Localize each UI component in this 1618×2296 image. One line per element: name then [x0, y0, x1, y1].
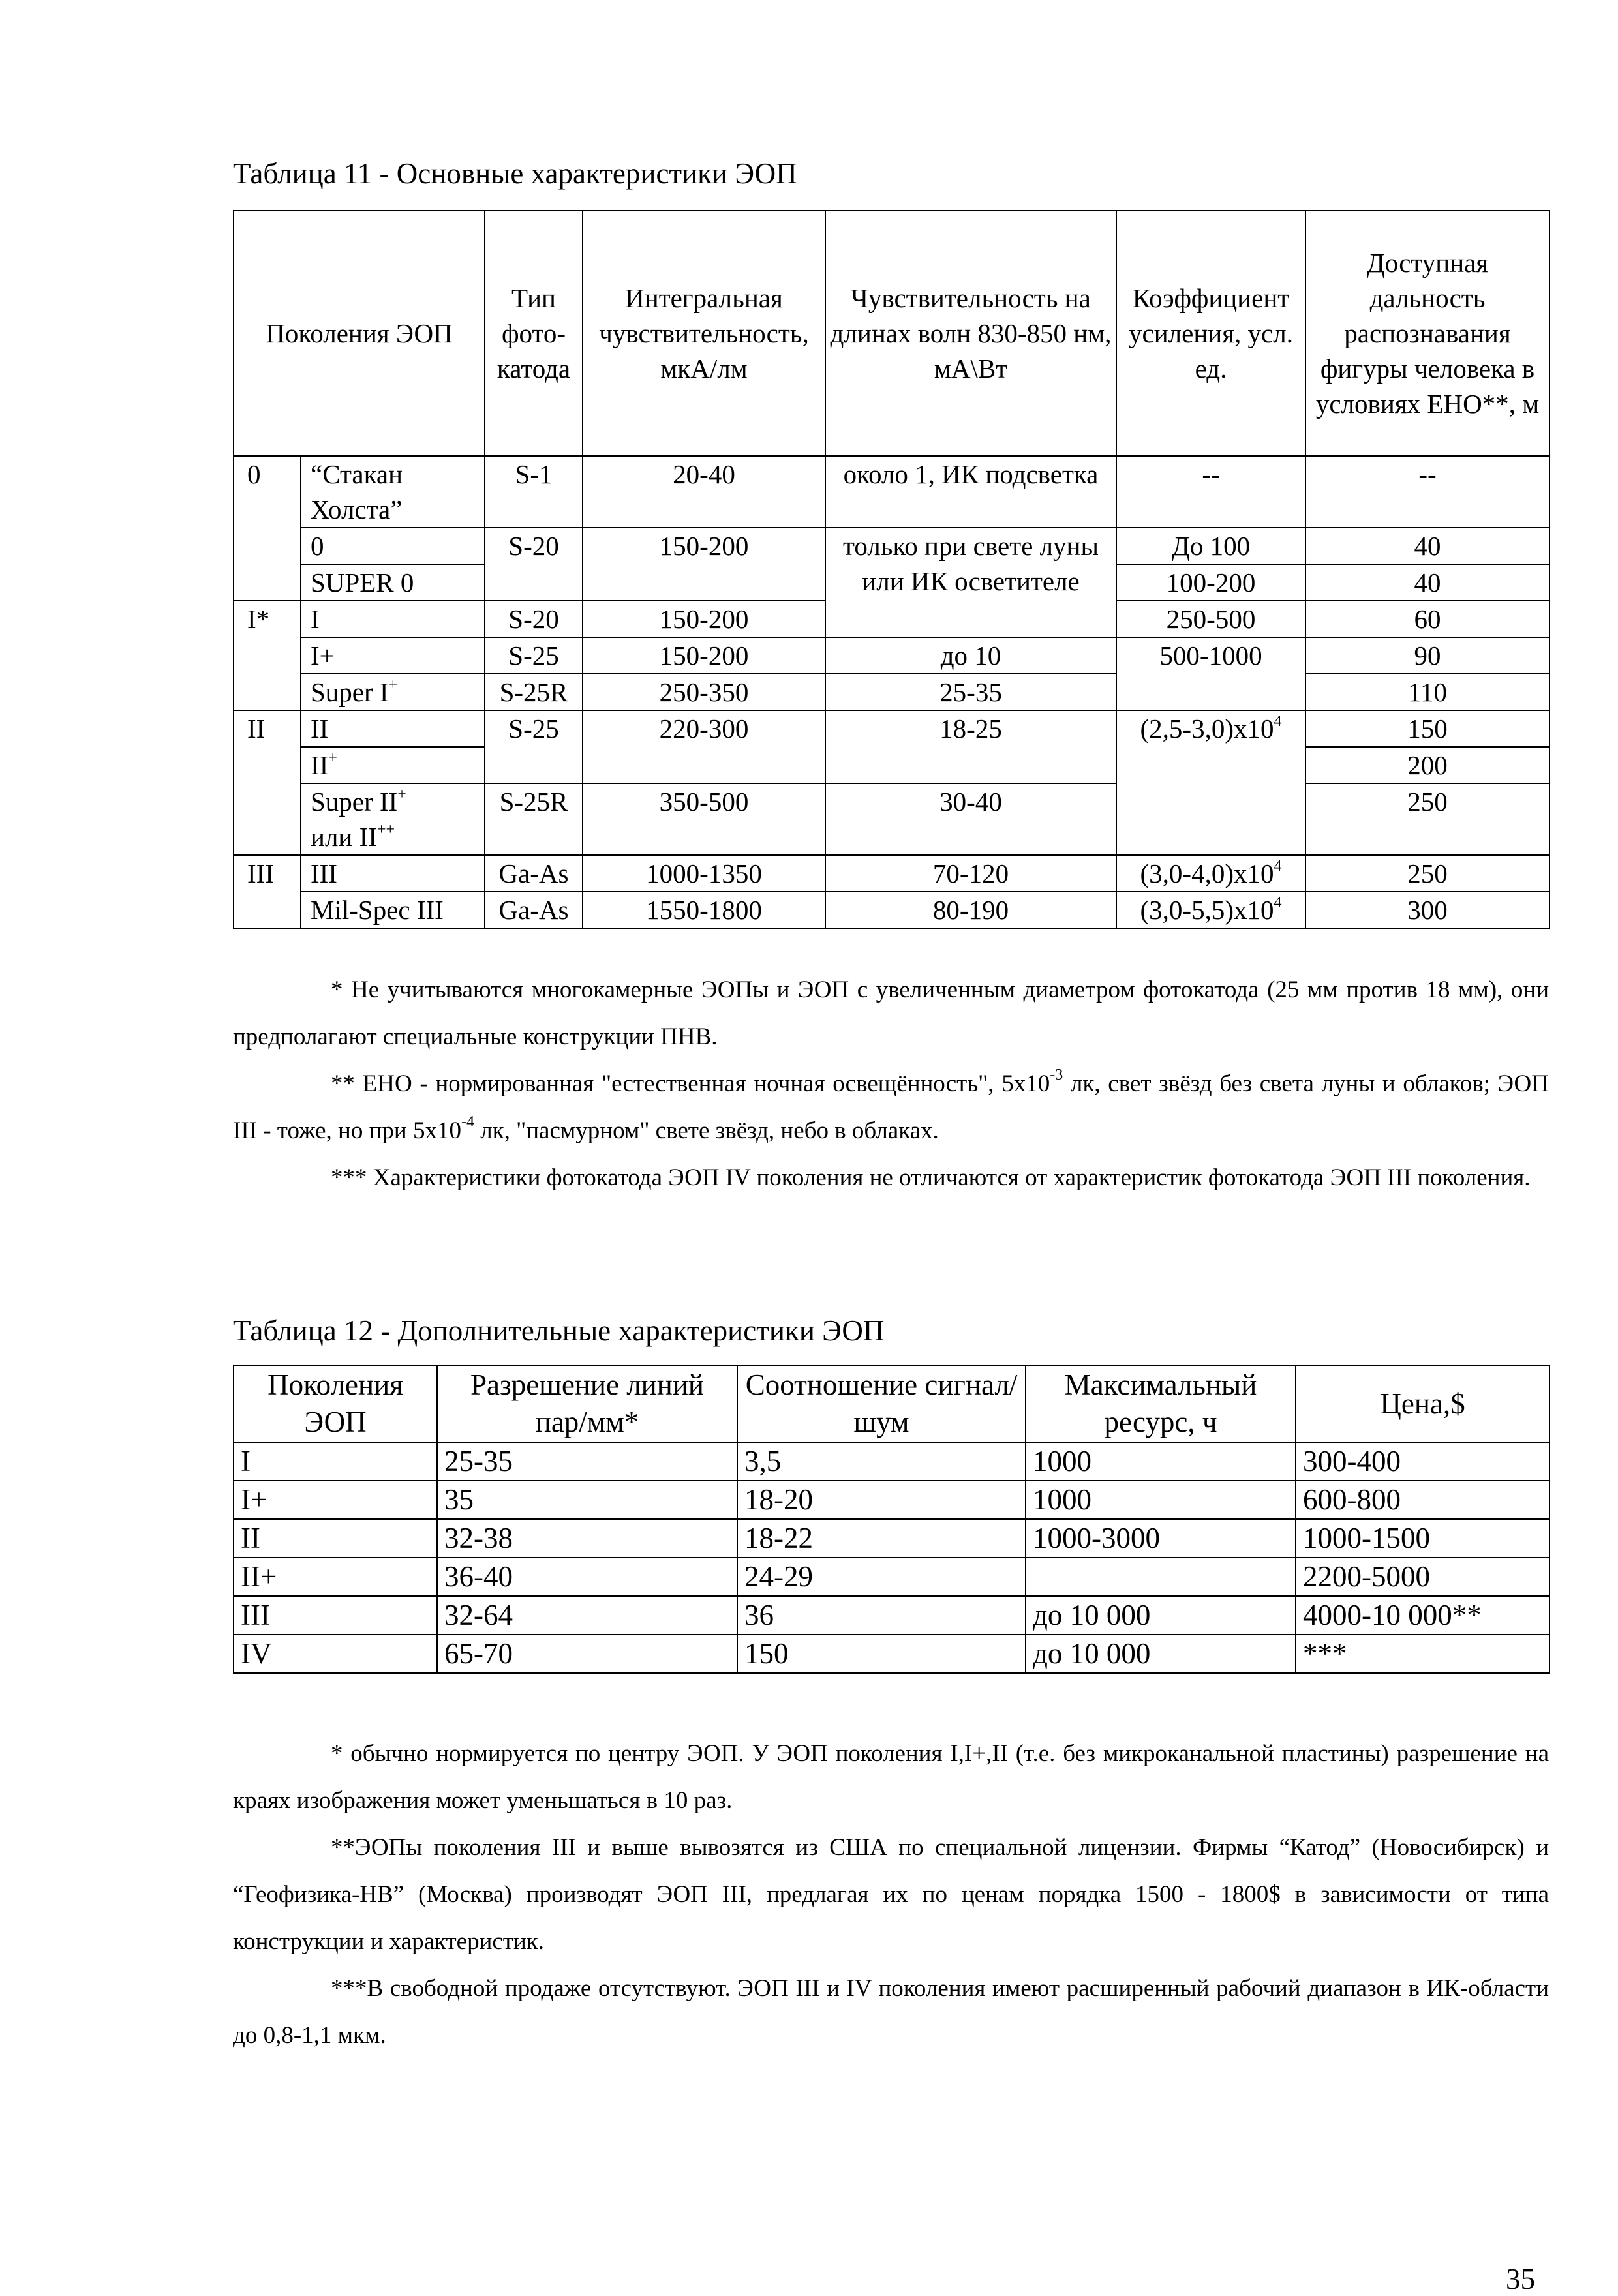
footnote-3: *** Характеристики фотокатода ЭОП IV поколения не отличаются от характеристик фотокатода ЭОП III поколения.: [331, 1164, 1531, 1191]
table-11-caption: Таблица 11 - Основные характеристики ЭОП: [233, 157, 797, 190]
header-generation: Поколения ЭОП: [234, 211, 485, 456]
snr-cell: 36: [737, 1596, 1026, 1635]
table-row: [234, 1481, 1549, 1519]
snr-cell: 18-22: [737, 1519, 1026, 1558]
range-cell: 60: [1305, 601, 1549, 637]
integral-cell: 220-300: [583, 710, 825, 747]
cathode-cell: S-25R: [485, 783, 583, 855]
footnote-2-part-b: лк, свет звёзд без света луны и облаков; ЭОП III - тоже, но при 5x10: [233, 1070, 1549, 1144]
header-snr: Соотношение сигнал/шум: [737, 1365, 1026, 1442]
table-row: [234, 892, 1549, 928]
cathode-cell: S-20: [485, 601, 583, 637]
type-cell: I+: [301, 637, 485, 674]
resolution-cell: 32-38: [437, 1519, 737, 1558]
spectral-cell: 80-190: [825, 892, 1116, 928]
cathode-cell-empty: [485, 747, 583, 783]
integral-cell-empty: [583, 564, 825, 601]
footnote-2-part-a: ** ЕНО - нормированная "естественная ночная освещённость", 5x10: [331, 1070, 1050, 1097]
table-row: [234, 855, 1549, 892]
generation-cell: IV: [234, 1635, 437, 1673]
footnote-3: ***В свободной продаже отсутствуют. ЭОП III и IV поколения имеют расширенный рабочий диапазон в ИК-области до 0,8-1,1 мкм.: [233, 1975, 1549, 2049]
gain-cell: 100-200: [1116, 564, 1305, 601]
table-row: [234, 1596, 1549, 1635]
gain-value: (3,0-4,0)x10: [1140, 858, 1274, 888]
generation-cell: I+: [234, 1481, 437, 1519]
generation-cell: I: [234, 1442, 437, 1481]
resolution-cell: 65-70: [437, 1635, 737, 1673]
resolution-cell: 36-40: [437, 1558, 737, 1596]
header-range: Доступная дальность распознавания фигуры человека в условиях ЕНО**, м: [1305, 211, 1549, 456]
lifetime-cell: 1000-3000: [1026, 1519, 1296, 1558]
table-row: [234, 1558, 1549, 1596]
generation-cell-empty: [234, 564, 301, 601]
header-resolution: Разрешение линий пар/мм*: [437, 1365, 737, 1442]
generation-cell: II: [234, 1519, 437, 1558]
table-row: [234, 1635, 1549, 1673]
table-11: [233, 210, 1550, 929]
cathode-cell: S-25: [485, 637, 583, 674]
table-row: [234, 1519, 1549, 1558]
footnote-2: **ЭОПы поколения III и выше вывозятся из США по специальной лицензии. Фирмы “Катод” (Новосибирск) и “Геофизика-НВ” (Москва) производят ЭОП III, предлагая их по ценам порядка 1500 - 1800$ в зависимости от типа конструкции и характеристик.: [233, 1834, 1549, 1955]
gain-cell: --: [1116, 456, 1305, 528]
range-cell: 90: [1305, 637, 1549, 674]
spectral-cell: 70-120: [825, 855, 1116, 892]
type-name: II: [311, 750, 329, 780]
snr-cell: 18-20: [737, 1481, 1026, 1519]
gain-cell: [1116, 892, 1305, 928]
gain-cell: [1116, 710, 1305, 855]
range-cell: 300: [1305, 892, 1549, 928]
gain-exponent: 4: [1274, 858, 1282, 875]
generation-cell: 0: [234, 456, 301, 528]
generation-cell-empty: [234, 637, 301, 674]
price-cell: 2200-5000: [1296, 1558, 1549, 1596]
range-cell: 110: [1305, 674, 1549, 710]
gain-cell: 500-1000: [1116, 637, 1305, 674]
header-generation: Поколения ЭОП: [234, 1365, 437, 1442]
lifetime-cell: 1000: [1026, 1442, 1296, 1481]
price-cell: 1000-1500: [1296, 1519, 1549, 1558]
table-12-header-row: [234, 1365, 1549, 1442]
type-superscript-alt: ++: [376, 821, 395, 838]
generation-cell: I*: [234, 601, 301, 637]
type-name: Super I: [311, 677, 389, 707]
type-cell: SUPER 0: [301, 564, 485, 601]
range-cell: 150: [1305, 710, 1549, 747]
integral-cell-empty: [583, 747, 825, 783]
spectral-cell: до 10: [825, 637, 1116, 674]
integral-cell: 1550-1800: [583, 892, 825, 928]
gain-cell-empty: [1116, 674, 1305, 710]
generation-cell-empty: [234, 783, 301, 855]
generation-cell: II+: [234, 1558, 437, 1596]
cathode-cell: Ga-As: [485, 855, 583, 892]
snr-cell: 150: [737, 1635, 1026, 1673]
spectral-cell: 30-40: [825, 783, 1116, 855]
cathode-cell: S-1: [485, 456, 583, 528]
type-cell: III: [301, 855, 485, 892]
table-row: [234, 710, 1549, 747]
price-cell: 300-400: [1296, 1442, 1549, 1481]
gain-cell: 250-500: [1116, 601, 1305, 637]
price-cell: 4000-10 000**: [1296, 1596, 1549, 1635]
spectral-cell: только при свете луны или ИК осветителе: [825, 528, 1116, 637]
lifetime-cell: [1026, 1558, 1296, 1596]
lifetime-cell: 1000: [1026, 1481, 1296, 1519]
range-cell: 200: [1305, 747, 1549, 783]
gain-cell: До 100: [1116, 528, 1305, 564]
generation-cell-empty: [234, 747, 301, 783]
header-spectral: Чувствительность на длинах волн 830-850 нм, мА\Вт: [825, 211, 1116, 456]
lifetime-cell: до 10 000: [1026, 1596, 1296, 1635]
table-row: [234, 674, 1549, 710]
table-11-header-row: [234, 211, 1549, 456]
range-cell: 250: [1305, 783, 1549, 855]
spectral-cell: около 1, ИК подсветка: [825, 456, 1116, 528]
type-superscript: +: [388, 676, 398, 693]
type-cell: I: [301, 601, 485, 637]
gain-cell: [1116, 855, 1305, 892]
generation-cell-empty: [234, 892, 301, 928]
cathode-cell: S-25R: [485, 674, 583, 710]
range-cell: 40: [1305, 564, 1549, 601]
cathode-cell: Ga-As: [485, 892, 583, 928]
integral-cell: 250-350: [583, 674, 825, 710]
table-12-footnotes: [233, 1730, 1549, 2059]
gain-value: (2,5-3,0)x10: [1140, 714, 1274, 744]
table-12-caption: Таблица 12 - Дополнительные характеристики ЭОП: [233, 1314, 885, 1347]
cathode-cell-empty: [485, 564, 583, 601]
type-cell: “Стакан Холста”: [301, 456, 485, 528]
integral-cell: 150-200: [583, 601, 825, 637]
type-cell: [301, 747, 485, 783]
table-row: [234, 1442, 1549, 1481]
table-row: [234, 456, 1549, 528]
generation-cell: III: [234, 855, 301, 892]
integral-cell: 1000-1350: [583, 855, 825, 892]
header-cathode: Тип фото-катода: [485, 211, 583, 456]
footnote-1: * Не учитываются многокамерные ЭОПы и ЭОП с увеличенным диаметром фотокатода (25 мм против 18 мм), они предполагают специальные конструкции ПНВ.: [233, 976, 1549, 1050]
table-row: [234, 637, 1549, 674]
range-cell: 40: [1305, 528, 1549, 564]
integral-cell: 20-40: [583, 456, 825, 528]
footnote-2: [233, 1061, 1549, 1155]
snr-cell: 24-29: [737, 1558, 1026, 1596]
header-gain: Коэффициент усиления, усл. ед.: [1116, 211, 1305, 456]
type-cell: II: [301, 710, 485, 747]
footnote-2-part-c: лк, "пасмурном" свете звёзд, небо в облаках.: [474, 1117, 939, 1144]
table-row: [234, 528, 1549, 564]
range-cell: 250: [1305, 855, 1549, 892]
header-price: Цена,$: [1296, 1365, 1549, 1442]
spectral-cell: 25-35: [825, 674, 1116, 710]
generation-cell-empty: [234, 528, 301, 564]
type-cell: [301, 674, 485, 710]
integral-cell: 350-500: [583, 783, 825, 855]
integral-cell: 150-200: [583, 637, 825, 674]
type-name-alt: или II: [311, 822, 377, 852]
generation-cell: III: [234, 1596, 437, 1635]
table-row: [234, 747, 1549, 783]
cathode-cell: S-25: [485, 710, 583, 747]
resolution-cell: 35: [437, 1481, 737, 1519]
price-cell: 600-800: [1296, 1481, 1549, 1519]
header-integral: Интегральная чувствительность, мкА/лм: [583, 211, 825, 456]
lifetime-cell: до 10 000: [1026, 1635, 1296, 1673]
type-superscript: +: [397, 786, 406, 803]
table-11-footnotes: [233, 967, 1549, 1201]
cathode-cell: S-20: [485, 528, 583, 564]
generation-cell-empty: [234, 674, 301, 710]
table-12: [233, 1365, 1550, 1674]
spectral-cell: 18-25: [825, 710, 1116, 747]
snr-cell: 3,5: [737, 1442, 1026, 1481]
type-name: Super II: [311, 787, 398, 817]
resolution-cell: 32-64: [437, 1596, 737, 1635]
gain-exponent: 4: [1274, 713, 1282, 730]
footnote-2-exp-b: -4: [461, 1113, 474, 1130]
gain-value: (3,0-5,5)x10: [1140, 895, 1274, 925]
gain-exponent: 4: [1274, 894, 1282, 911]
page-number: 35: [1506, 2263, 1535, 2295]
generation-cell: II: [234, 710, 301, 747]
range-cell: --: [1305, 456, 1549, 528]
spectral-cell-empty: [825, 747, 1116, 783]
footnote-1: * обычно нормируется по центру ЭОП. У ЭОП поколения I,I+,II (т.е. без микроканальной пластины) разрешение на краях изображения может уменьшаться в 10 раз.: [233, 1740, 1549, 1814]
resolution-cell: 25-35: [437, 1442, 737, 1481]
type-cell: 0: [301, 528, 485, 564]
header-lifetime: Максимальный ресурс, ч: [1026, 1365, 1296, 1442]
type-cell: Mil-Spec III: [301, 892, 485, 928]
type-cell: [301, 783, 485, 855]
footnote-2-exp-a: -3: [1050, 1066, 1063, 1083]
integral-cell: 150-200: [583, 528, 825, 564]
price-cell: ***: [1296, 1635, 1549, 1673]
table-row: [234, 783, 1549, 855]
type-superscript: +: [328, 749, 337, 766]
